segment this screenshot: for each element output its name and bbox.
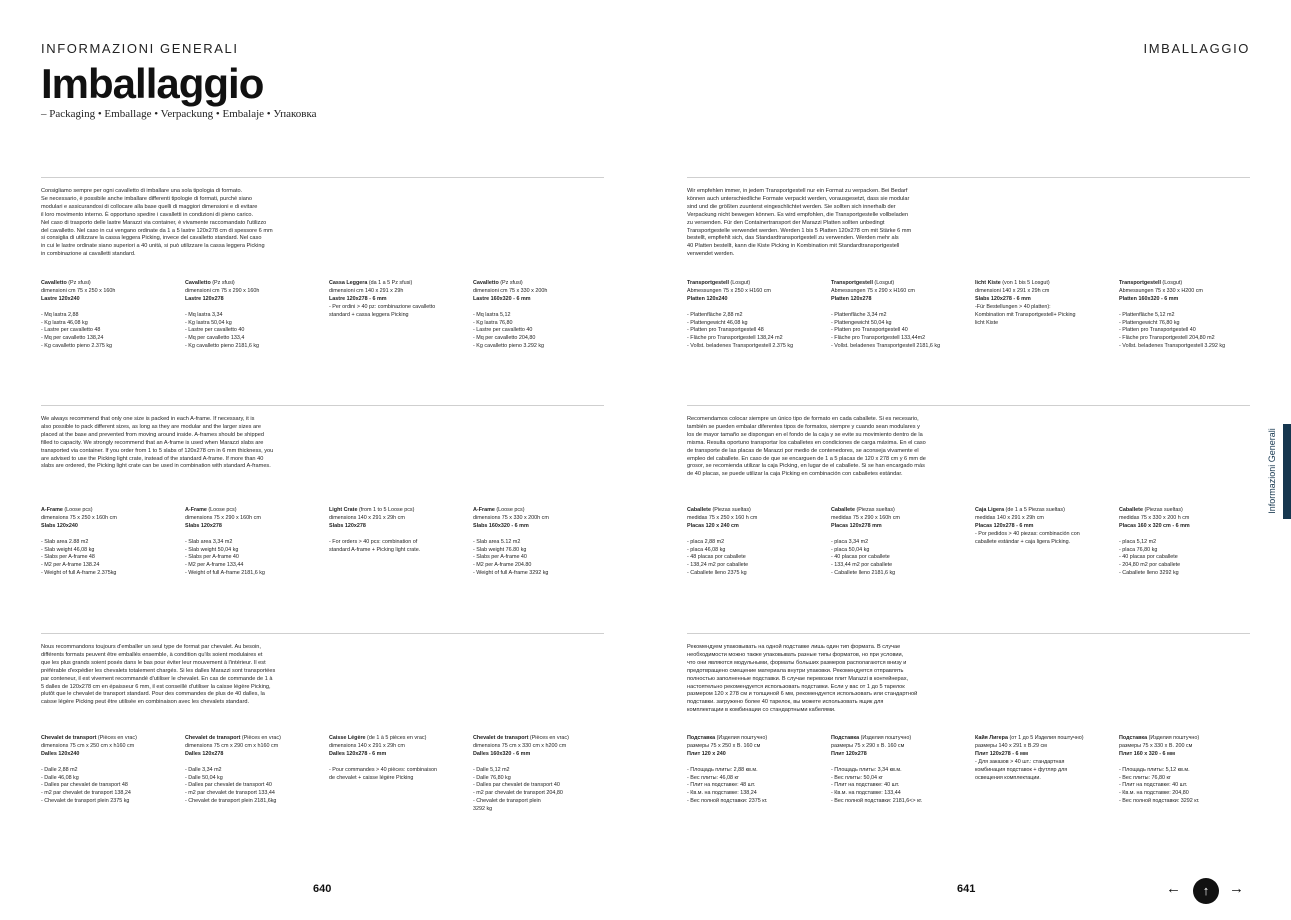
spec-lines: - Plattenfläche 2,88 m2 - Plattengewicht 46,08 kg - Platten pro Transportgestell 48 - Fläche pro Transportgestell 138,24 m2 - Vollst. beladenes Transportgestell 2.375 kg <box>687 311 794 350</box>
divider <box>41 633 604 634</box>
spec-qualifier: (Pz sfusi) <box>498 280 523 286</box>
arrow-up-icon[interactable]: ↑ <box>1193 878 1219 904</box>
divider <box>41 177 604 178</box>
spec-format: Placas 120x278 mm <box>831 522 882 529</box>
spec-lines: - Slab area 3,34 m2 - Slab weight 50,04 kg - Slabs per A-frame 40 - M2 per A-frame 133,44 - Weight of full A-frame 2181,6 kg <box>185 538 265 577</box>
spec-qualifier: (Изделия поштучно) <box>1147 735 1200 741</box>
spec-name: Cavalletto <box>41 280 67 286</box>
spec-qualifier: (Piezas sueltas) <box>1142 507 1183 513</box>
spec-lines: - Slab area 5.12 m2 - Slab weight 76.80 kg - Slabs per A-frame 40 - M2 per A-frame 204.80 - Weight of full A-frame 3292 kg <box>473 538 549 577</box>
intro-text-en: We always recommend that only one size is packed in each A-frame. If necessary, it is also possible to pack different sizes, as long as they are modular and the larger sizes are placed at the base and prevented from moving around inside. A-frames should be shipped filled to capacity. We strongly recommend that an A-frame is used when Marazzi slabs are transported via container. If you order from 1 to 5 slabs of 120x278 cm in 6 mm thickness, you are advised to use the Picking light crate, instead of the standard A-frame. If more than 40 slabs are ordered, the Picking light crate can be used in combination with standard A-frames. <box>41 416 274 470</box>
spec-qualifier: (Loose pcs) <box>494 507 525 513</box>
spec-dimensions: dimensioni cm 75 x 250 x 160h <box>41 287 116 294</box>
spec-dimensions: dimensions 75 x 290 x 160h cm <box>185 514 261 521</box>
spec-lines: - Площадь плиты: 2,88 кв.м. - Вес плиты: 46,08 кг - Плит на подставке: 48 шт. - Кв.м. на подставке: 138,24 - Вес полной подставки: 2375 кг. <box>687 766 768 805</box>
packaging-spec-ru-2 <box>831 735 969 806</box>
spec-format: Lastre 120x278 <box>185 295 224 302</box>
spec-dimensions: размеры 75 x 290 x В. 160 см <box>831 742 905 749</box>
spec-name: A-Frame <box>41 507 63 513</box>
spec-dimensions: medidas 75 x 330 x 200 h cm <box>1119 514 1190 521</box>
spec-dimensions: dimensioni cm 140 x 291 x 29h <box>329 287 404 294</box>
spec-name: Chevalet de transport <box>473 735 529 741</box>
spec-lines: - Dalle 2,88 m2 - Dalle 46,08 kg - Dalles par chevalet de transport 48 - m2 par chevalet de transport 138,24 - Chevalet de transport plein 2375 kg <box>41 766 131 805</box>
divider <box>41 405 604 406</box>
spec-format: Slabs 120x278 - 6 mm <box>975 295 1031 302</box>
spec-qualifier: (Losgut) <box>1160 280 1183 286</box>
packaging-spec-it-1 <box>41 280 179 351</box>
spec-format: Placas 160 x 320 cm - 6 mm <box>1119 522 1190 529</box>
packaging-spec-en-4 <box>473 507 611 578</box>
spec-lines: - Dalle 3,34 m2 - Dalle 50,04 kg - Dalles par chevalet de transport 40 - m2 par chevalet de transport 133,44 - Chevalet de transport plein 2181,6kg <box>185 766 277 805</box>
packaging-spec-en-3 <box>329 507 467 554</box>
spec-format: Плит 120x278 <box>831 750 867 757</box>
spec-dimensions: medidas 75 x 290 x 160h cm <box>831 514 900 521</box>
spec-name: licht Kiste <box>975 280 1001 286</box>
spec-name: Cassa Leggera <box>329 280 368 286</box>
spec-name: Подставка <box>687 735 716 741</box>
spec-lines: - Площадь плиты: 5,12 кв.м. - Вес плиты: 76,80 кг - Плит на подставке: 40 шт. - Кв.м. на подставке: 204,80 - Вес полной подставки: 3292 кг. <box>1119 766 1200 805</box>
spec-lines: - Площадь плиты: 3,34 кв.м. - Вес плиты: 50,04 кг - Плит на подставке: 40 шт. - Кв.м. на подставке: 133,44 - Вес полной подставки: 2181,6<> кг. <box>831 766 923 805</box>
spec-name: Caballete <box>1119 507 1143 513</box>
spec-qualifier: (von 1 bis 5 Losgut) <box>1000 280 1050 286</box>
spec-dimensions: medidas 140 x 291 x 29h cm <box>975 514 1044 521</box>
spec-format: Dalles 120x278 <box>185 750 224 757</box>
packaging-spec-es-4 <box>1119 507 1257 578</box>
page-title: Imballaggio <box>41 60 264 107</box>
spec-lines: - Slab area 2.88 m2 - Slab weight 46,08 kg - Slabs per A-frame 48 - M2 per A-frame 138.24 - Weight of full A-frame 2.375kg <box>41 538 117 577</box>
spec-format: Slabs 120x240 <box>41 522 78 529</box>
spec-dimensions: Abmessungen 75 x 250 x H160 cm <box>687 287 771 294</box>
packaging-spec-en-2 <box>185 507 323 578</box>
spec-name: Cavalletto <box>185 280 211 286</box>
spec-format: Lastre 160x320 - 6 mm <box>473 295 531 302</box>
packaging-spec-de-3 <box>975 280 1113 327</box>
spec-qualifier: (Изделия поштучно) <box>715 735 768 741</box>
spec-format: Platten 160x320 - 6 mm <box>1119 295 1179 302</box>
packaging-spec-it-3 <box>329 280 467 320</box>
spec-dimensions: dimensioni cm 75 x 330 x 200h <box>473 287 548 294</box>
spec-qualifier: (Изделия поштучно) <box>859 735 912 741</box>
spec-format: Slabs 120x278 <box>185 522 222 529</box>
spec-dimensions: Abmessungen 75 x 330 x H200 cm <box>1119 287 1203 294</box>
spec-format: Placas 120x278 - 6 mm <box>975 522 1034 529</box>
spec-name: Transportgestell <box>1119 280 1161 286</box>
divider <box>687 633 1250 634</box>
spec-name: Caja Ligera <box>975 507 1005 513</box>
spec-qualifier: (da 1 a 5 Pz sfusi) <box>367 280 413 286</box>
spec-lines: - Dalle 5,12 m2 - Dalle 76,80 kg - Dalles par chevalet de transport 40 - m2 par chevalet de transport 204,80 - Chevalet de transport plein 3292 kg <box>473 766 563 813</box>
spec-name: Caisse Légère <box>329 735 366 741</box>
spec-dimensions: dimensions 75 cm x 250 cm x h160 cm <box>41 742 135 749</box>
spec-qualifier: (from 1 to 5 Loose pcs) <box>357 507 415 513</box>
spec-qualifier: (Piezas sueltas) <box>854 507 895 513</box>
arrow-left-icon[interactable]: ← <box>1166 880 1181 897</box>
spec-name: Transportgestell <box>831 280 873 286</box>
spec-dimensions: dimensioni cm 75 x 290 x 160h <box>185 287 260 294</box>
spec-qualifier: (Piezas sueltas) <box>710 507 751 513</box>
spec-format: Platten 120x240 <box>687 295 728 302</box>
spec-lines: - placa 2,88 m2 - placa 46,08 kg - 48 placas por caballete - 138,24 m2 por caballete - Caballete lleno 2375 kg <box>687 538 749 577</box>
spec-dimensions: Abmessungen 75 x 290 x H160 cm <box>831 287 915 294</box>
packaging-spec-it-2 <box>185 280 323 351</box>
spec-name: A-Frame <box>185 507 207 513</box>
packaging-spec-ru-1 <box>687 735 825 806</box>
spec-name: Подставка <box>831 735 860 741</box>
divider <box>687 177 1250 178</box>
spec-lines: - placa 3,34 m2 - placa 50,04 kg - 40 placas por caballete - 133,44 m2 por caballete - Caballete lleno 2181,6 kg <box>831 538 896 577</box>
spec-format: Lastre 120x278 - 6 mm <box>329 295 387 302</box>
page-number-left: 640 <box>313 883 332 895</box>
side-tab-label: Informazioni Generali <box>1267 428 1277 514</box>
spec-dimensions: dimensions 75 cm x 290 cm x h160 cm <box>185 742 279 749</box>
side-tab-marker <box>1283 424 1291 519</box>
packaging-spec-fr-3 <box>329 735 467 782</box>
spec-qualifier: (de 1 a 5 Piezas sueltas) <box>1004 507 1065 513</box>
section-label-right: IMBALLAGGIO <box>1143 41 1250 56</box>
spec-format: Плит 120 x 240 <box>687 750 726 757</box>
spec-dimensions: dimensions 140 x 291 x 29h cm <box>329 742 405 749</box>
spec-dimensions: размеры 75 x 250 x В. 160 см <box>687 742 761 749</box>
spec-name: A-Frame <box>473 507 495 513</box>
spec-lines: - Для заказов > 40 шт.: стандартная комбинация подставок + футляр для освещения комплектации. <box>975 758 1068 781</box>
section-label-left: INFORMAZIONI GENERALI <box>41 41 239 56</box>
spec-lines: - Plattenfläche 3,34 m2 - Plattengewicht 50,04 kg - Platten pro Transportgestell 40 - Fläche pro Transportgestell 133,44m2 - Vollst. beladenes Transportgestell 2181,6 kg <box>831 311 941 350</box>
spec-name: Chevalet de transport <box>41 735 97 741</box>
packaging-spec-ru-3 <box>975 735 1113 782</box>
arrow-right-icon[interactable]: → <box>1229 880 1244 897</box>
spec-lines: - placa 5,12 m2 - placa 76,80 kg - 40 placas por caballete - 204,80 m2 por caballete - Caballete lleno 3292 kg <box>1119 538 1181 577</box>
spec-format: Slabs 160x320 - 6 mm <box>473 522 529 529</box>
spec-name: Кайя Лигера <box>975 735 1008 741</box>
spec-name: Подставка <box>1119 735 1148 741</box>
spec-name: Light Crate <box>329 507 358 513</box>
spec-lines: - Mq lastra 2,88 - Kg lastra 46,08 kg - Lastre per cavalletto 48 - Mq per cavalletto 138,24 - Kg cavalletto pieno 2.375 kg <box>41 311 113 350</box>
spec-qualifier: (Pièces en vrac) <box>240 735 281 741</box>
spec-dimensions: dimensions 75 x 330 x 200h cm <box>473 514 549 521</box>
spec-dimensions: dimensioni 140 x 291 x 29h cm <box>975 287 1050 294</box>
spec-lines: - Mq lastra 5,12 - Kg lastra 76,80 - Lastre per cavalletto 40 - Mq per cavalletto 204,80 - Kg cavalletto pieno 3.292 kg <box>473 311 545 350</box>
spec-dimensions: размеры 75 x 330 x В. 200 см <box>1119 742 1193 749</box>
packaging-spec-it-4 <box>473 280 611 351</box>
spec-dimensions: medidas 75 x 250 x 160 h cm <box>687 514 758 521</box>
spec-qualifier: (от 1 до 5 Изделия поштучно) <box>1007 735 1084 741</box>
spec-format: Placas 120 x 240 cm <box>687 522 739 529</box>
packaging-spec-fr-1 <box>41 735 179 806</box>
spec-lines: - Per ordini > 40 pz: combinazione cavalletto standard + cassa leggera Picking <box>329 303 436 318</box>
spec-qualifier: (Pièces en vrac) <box>528 735 569 741</box>
spec-lines: - Mq lastra 3,34 - Kg lastra 50,04 kg - Lastre per cavalletto 40 - Mq per cavalletto 133,4 - Kg cavalletto pieno 2181,6 kg <box>185 311 260 350</box>
spec-qualifier: (Loose pcs) <box>206 507 237 513</box>
spec-qualifier: (Pz sfusi) <box>66 280 91 286</box>
spec-lines: - Pour commandes > 40 pièces: combinaison de chevalet + caisse légère Picking <box>329 766 438 781</box>
packaging-spec-de-4 <box>1119 280 1257 351</box>
packaging-spec-en-1 <box>41 507 179 578</box>
spec-dimensions: dimensions 75 x 250 x 160h cm <box>41 514 117 521</box>
spec-format: Dalles 120x278 - 6 mm <box>329 750 387 757</box>
intro-text-fr: Nous recommandons toujours d'emballer un seul type de format par chevalet. Au besoin, différents formats peuvent être emballés ensemble, à condition qu'ils soient modulaires et que les plus grands soient posés dans le bas pour éviter leur mouvement à l'intérieur. Il est préférable d'expédier les chevalets totalement chargés. Si les dalles Marazzi sont transportées par conteneur, il est vivement recommandé d'utiliser le chevalet. En cas de commande de 1 à 5 dalles de 120x278 cm en épaisseur 6 mm, il est conseillé d'utiliser la caisse légère Picking, plutôt que le chevalet de transport standard. Pour des commandes de plus de 40 dalles, la caisse légère Picking peut être utilisée en combinaison avec les chevalets standard. <box>41 644 276 706</box>
packaging-spec-fr-4 <box>473 735 611 814</box>
spec-dimensions: dimensions 75 cm x 330 cm x h200 cm <box>473 742 567 749</box>
spec-qualifier: (Losgut) <box>872 280 895 286</box>
packaging-spec-fr-2 <box>185 735 323 806</box>
spec-name: Caballete <box>831 507 855 513</box>
intro-text-es: Recomendamos colocar siempre un único tipo de formato en cada caballete. Si es necesario, también se pueden embalar diferentes tipos de formatos, siempre y cuando sean modulares y los de mayor tamaño se dispongan en el fondo de la caja y se evite su movimiento dentro de la misma. Resulta oportuno transportar los caballetes en condiciones de carga máxima. En el caso de transporte de las placas de Marazzi por medio de contenedores, se aconseja vivamente el empleo del caballete. En caso de que se encarguen de 1 a 5 placas de 120 x 278 cm y 6 mm de grosor, se recomienda utilizar la caja Picking, en lugar de el caballete. Si se han encargado más de 40 placas, se puede utilizar la caja Picking en combinación con caballetes estándar. <box>687 416 926 478</box>
spec-lines: - Plattenfläche 5,12 m2 - Plattengewicht 76,80 kg - Platten pro Transportgestell 40 - Fläche pro Transportgestell 204,80 m2 - Vollst. beladenes Transportgestell 3.292 kg <box>1119 311 1226 350</box>
packaging-spec-es-1 <box>687 507 825 578</box>
page-subtitle: – Packaging • Emballage • Verpackung • Embalaje • Упаковка <box>41 108 317 120</box>
packaging-spec-es-3 <box>975 507 1113 547</box>
spec-format: Плит 120x278 - 6 мм <box>975 750 1028 757</box>
page-number-right: 641 <box>957 883 976 895</box>
spec-format: Dalles 120x240 <box>41 750 80 757</box>
spec-dimensions: dimensions 140 x 291 x 29h cm <box>329 514 405 521</box>
packaging-spec-de-2 <box>831 280 969 351</box>
divider <box>687 405 1250 406</box>
spec-lines: - Por pedidos > 40 piezas: combinación con caballete estándar + caja ligera Picking. <box>975 530 1080 545</box>
packaging-spec-ru-4 <box>1119 735 1257 806</box>
intro-text-ru: Рекомендуем упаковывать на одной подставке лишь один тип формата. В случае необходимости можно также упаковывать разные типы форматов, но при условии, что они являются модульными, форматы больших размеров располагаются внизу и предотвращено смещение материала внутри упаковки. Рекомендуется отправлять полностью заполненные подставки. В случае перевозки плит Marazzi в контейнерах, настоятельно рекомендуется использовать подставки. Если у вас от 1 до 5 тарелок размером 120 x 278 см и толщиной 6 мм, рекомендуется использовать или стандартной подставки. загружено более 40 тарелок, вы можете использовать ящик для комплектации в комбинации со стандартными кабелями. <box>687 644 918 714</box>
packaging-spec-es-2 <box>831 507 969 578</box>
spec-name: Cavalletto <box>473 280 499 286</box>
spec-qualifier: (Loose pcs) <box>62 507 93 513</box>
spec-qualifier: (Losgut) <box>728 280 751 286</box>
spec-format: Плит 160 x 320 - 6 мм <box>1119 750 1175 757</box>
spec-name: Transportgestell <box>687 280 729 286</box>
spec-qualifier: (Pz sfusi) <box>210 280 235 286</box>
intro-text-de: Wir empfehlen immer, in jedem Transportgestell nur ein Format zu verpacken. Bei Bedarf können auch unterschiedliche Formate verpackt werden, vorausgesetzt, dass sie modular sind und die größten zuunterst eingeschlichtet werden. Sie sollten sich innerhalb der Verpackung nicht bewegen können. Es wird empfohlen, die Transportgestelle vollbeladen zu versenden. Für den Containertransport der Marazzi Platten sollten unbedingt Transportgestelle verwendet werden. Werden 1 bis 5 Platten 120x278 cm mit Stärke 6 mm bestellt, empfiehlt sich, das Standardtransportgestell zu verwenden. Werden mehr als 40 Platten bestellt, kann die Kiste Picking in Kombination mit Standardtransportgestell verwendet werden. <box>687 188 912 258</box>
packaging-spec-de-1 <box>687 280 825 351</box>
intro-text-it: Consigliamo sempre per ogni cavalletto di imballare una sola tipologia di formato. Se necessario, è possibile anche imballare differenti tipologie di formati, purché siano modulari e assicurandosi di collocare alla base quelli di maggiori dimensioni e di evitare il loro movimento interno. È opportuno spedire i cavalletti in condizioni di pieno carico. Nel caso di trasporto delle lastre Marazzi via container, è vivamente raccomandato l'utilizzo del cavalletto. Nel caso in cui vengano ordinate da 1 a 5 lastre 120x278 cm di spessore 6 mm si consiglia di utilizzare la cassa leggera Picking, invece del cavalletto standard. Nel caso in cui le lastre ordinate siano superiori a 40 unità, si può utilizzare la cassa leggera Picking in combinazione ai cavalletti standard. <box>41 188 273 258</box>
spec-name: Chevalet de transport <box>185 735 241 741</box>
spec-qualifier: (Pièces en vrac) <box>96 735 137 741</box>
spec-dimensions: размеры 140 x 291 x В.29 см <box>975 742 1047 749</box>
spec-name: Caballete <box>687 507 711 513</box>
spec-lines: - For orders > 40 pcs: combination of standard A-frame + Picking light crate. <box>329 538 421 553</box>
spec-lines: -Für Bestellungen > 40 platten): Kombination mit Transportgestell+ Picking licht Kiste <box>975 303 1076 326</box>
spec-format: Slabs 120x278 <box>329 522 366 529</box>
spec-format: Platten 120x278 <box>831 295 872 302</box>
spec-format: Dalles 160x320 - 6 mm <box>473 750 531 757</box>
spec-qualifier: (de 1 à 5 pièces en vrac) <box>365 735 427 741</box>
spec-format: Lastre 120x240 <box>41 295 80 302</box>
